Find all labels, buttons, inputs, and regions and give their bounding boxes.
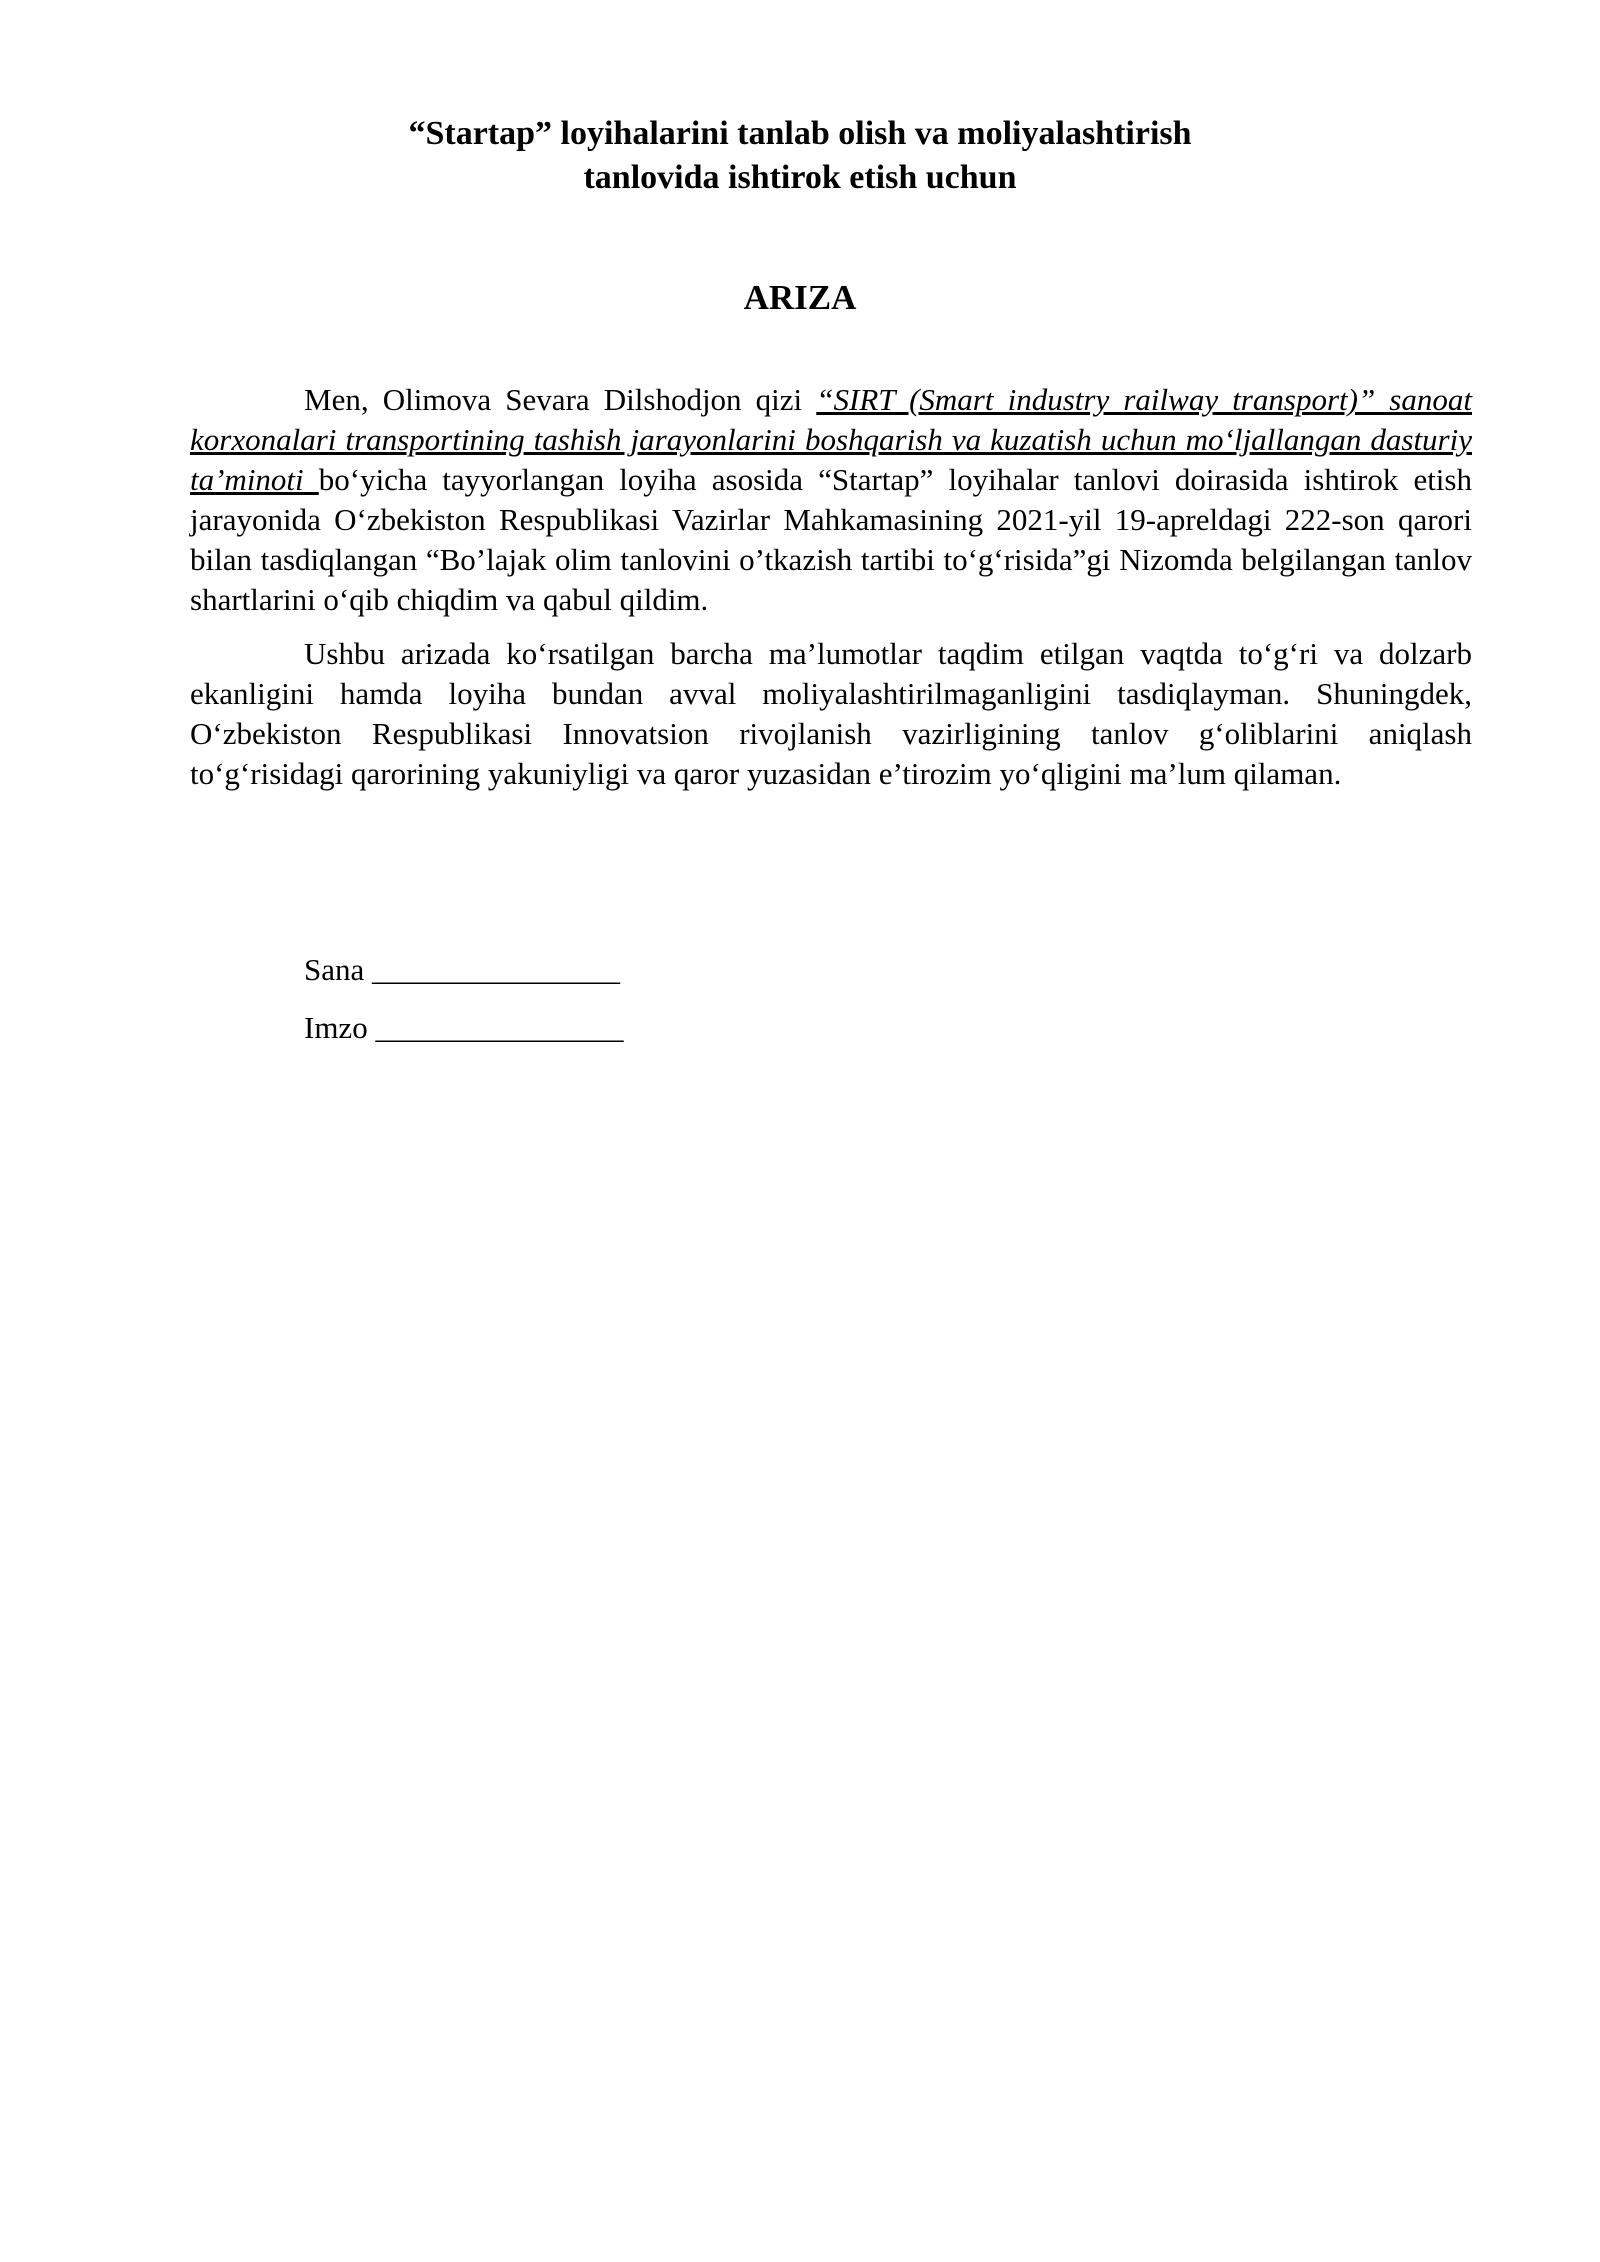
project-name: “SIRT (Smart industry railway transport)” sanoat korxonalari transportining tashish jarayonlarini boshqarish va kuzatish uchun mo‘ljallangan dasturiy ta’minoti xyxy=(190,382,1472,497)
heading-line-1: “Startap” loyihalarini tanlab olish va moliyalashtirish xyxy=(408,115,1192,152)
document-title: ARIZA xyxy=(743,278,857,317)
signature-line: Imzo ________________ xyxy=(304,1010,624,1045)
heading-line-2: tanlovida ishtirok etish uchun xyxy=(583,159,1017,196)
paragraph-1 xyxy=(190,380,1472,620)
paragraph-2: Ushbu arizada ko‘rsatilgan barcha ma’lumotlar taqdim etilgan vaqtda to‘g‘ri va dolzarb ekanligini hamda loyiha bundan avval moliyalashtirilmaganligini tasdiqlayman. Shuningdek, O‘zbekiston Respublikasi Innovatsion rivojlanish vazirligining tanlov g‘oliblarini aniqlash to‘g‘risidagi qarorining yakuniyligi va qaror yuzasidan e’tirozim yo‘qligini ma’lum qilaman. xyxy=(190,636,1472,791)
document-heading xyxy=(190,112,1410,200)
paragraph-1-lead: Men, Olimova Sevara Dilshodjon qizi xyxy=(304,382,817,417)
paragraph-1-rest: bo‘yicha tayyorlangan loyiha asosida “Startap” loyihalar tanlovi doirasida ishtirok etish jarayonida O‘zbekiston Respublikasi Vazirlar Mahkamasining 2021-yil 19-apreldagi 222-son qarori bilan tasdiqlangan “Bo’lajak olim tanlovini o’tkazish tartibi to‘g‘risida”gi Nizomda belgilangan tanlov shartlarini o‘qib chiqdim va qabul qildim. xyxy=(190,462,1472,617)
date-line: Sana ________________ xyxy=(304,952,621,987)
document-body xyxy=(190,380,1472,808)
